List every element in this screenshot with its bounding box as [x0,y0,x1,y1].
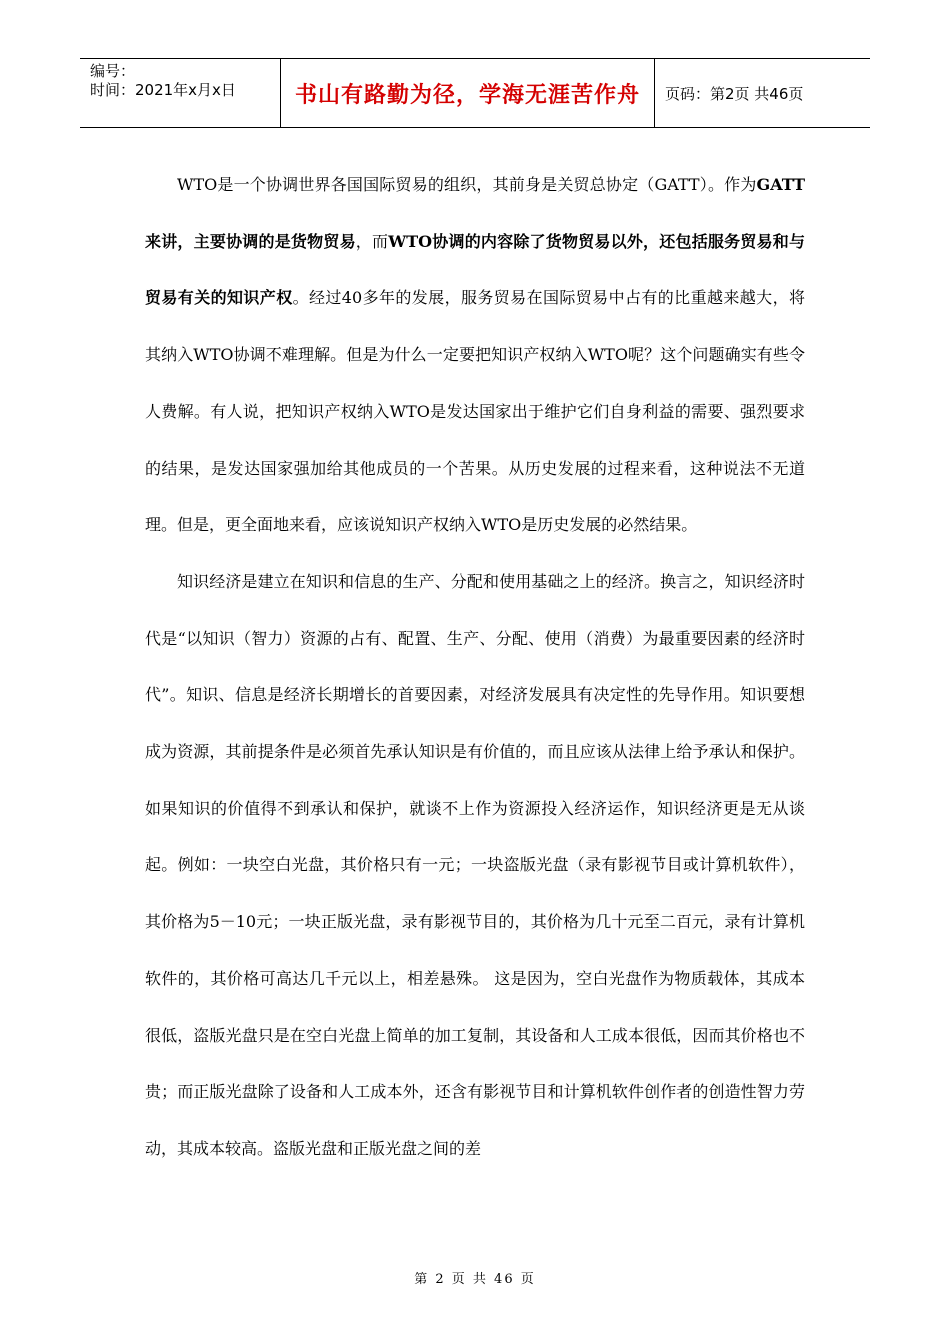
paragraph-knowledge-economy: 知识经济是建立在知识和信息的生产、分配和使用基础之上的经济。换言之，知识经济时代是“以知识（智力）资源的占有、配置、生产、分配、使用（消费）为最重要因素的经济时代”。知识、信息是经济长期增长的首要因素，对经济发展具有决定性的先导作用。知识要想成为资源，其前提条件是必须首先承认知识是有价值的，而且应该从法律上给予承认和保护。如果知识的价值得不到承认和保护，就谈不上作为资源投入经济运作，知识经济更是无从谈起。例如：一块空白光盘，其价格只有一元；一块盗版光盘（录有影视节目或计算机软件），其价格为5－10元；一块正版光盘，录有影视节目的，其价格为几十元至二百元，录有计算机软件的，其价格可高达几千元以上，相差悬殊。 这是因为，空白光盘作为物质载体，其成本很低，盗版光盘只是在空白光盘上简单的加工复制，其设备和人工成本很低，因而其价格也不贵；而正版光盘除了设备和人工成本外，还含有影视节目和计算机软件创作者的创造性智力劳动，其成本较高。盗版光盘和正版光盘之间的差 [145,571,805,1158]
paragraph-text: ，而 [355,231,389,251]
paragraph-text: WTO是一个协调世界各国国际贸易的组织，其前身是关贸总协定（GATT）。作为 [177,175,757,194]
header-motto: 书山有路勤为径，学海无涯苦作舟 [281,59,655,127]
document-number-label: 编号： [90,62,136,80]
paragraph-text: 。经过40多年的发展，服务贸易在国际贸易中占有的比重越来越大，将其纳入WTO协调不难理解。但是为什么一定要把知识产权纳入WTO呢？这个问题确实有些令人费解。有人说，把知识产权纳入WTO是发达国家出于维护它们自身利益的需要、强烈要求的结果，是发达国家强加给其他成员的一个苦果。从历史发展的过程来看，这种说法不无道理。但是，更全面地来看，应该说知识产权纳入WTO是历史发展的必然结果。 [145,288,805,535]
page-footer: 第 2 页 共 46 页 [414,1272,536,1287]
document-date: 时间：2021年x月x日 [90,81,236,99]
header-page-info: 页码：第2页 共46页 [665,84,804,103]
header-meta [80,59,281,127]
page-header [80,58,870,128]
bold-text: WTO协调的内容除了货物贸易以外，还包括服务贸易和与贸易有关的知识产权 [145,231,805,308]
bold-text: GATT来讲，主要协调的是货物贸易 [145,175,805,251]
document-body [145,157,805,1178]
paragraph-wto [145,157,805,554]
